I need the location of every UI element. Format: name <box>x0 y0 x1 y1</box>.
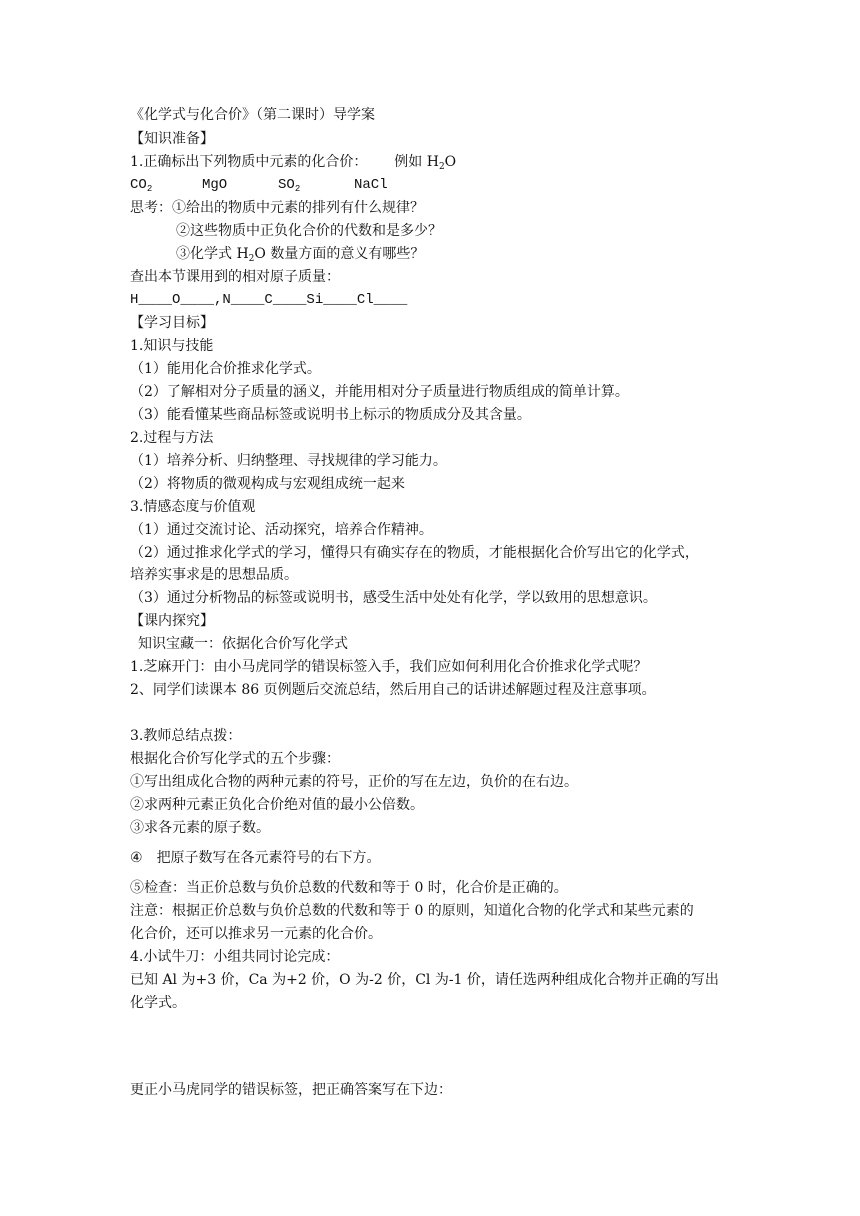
section-header-explore: 【课内探究】 <box>130 613 214 629</box>
section-header-prep: 【知识准备】 <box>130 131 214 147</box>
goal-section-1: 1.知识与技能 <box>130 338 214 354</box>
explore-item-2: 2、同学们读课本 86 页例题后交流总结，然后用自己的话讲述解题过程及注意事项。 <box>130 682 656 698</box>
example-formula: 例如 $H_2O$ <box>394 154 457 172</box>
question-1-text: 1.正确标出下列物质中元素的化合价： <box>130 154 368 170</box>
exercise-line: 已知 Al 为+3 价，Ca 为+2 价，O 为-2 价，Cl 为-1 价，请任选两种组成化合物并正确的写出 <box>130 972 719 988</box>
formula-mgo: MgO <box>202 177 228 193</box>
lookup-line: 查出本节课用到的相对原子质量： <box>130 269 340 285</box>
goal-item: （2）了解相对分子质量的涵义，并能用相对分子质量进行物质组成的简单计算。 <box>130 384 629 400</box>
exercise-line-continued: 化学式。 <box>130 995 186 1011</box>
goal-item: （1）能用化合价推求化学式。 <box>130 361 321 377</box>
goal-item: （1）培养分析、归纳整理、寻找规律的学习能力。 <box>130 453 447 469</box>
document-title: 《化学式与化合价》（第二课时）导学案 <box>130 107 375 123</box>
atomic-mass-blanks: H____O____,N____C____Si____Cl____ <box>130 292 408 308</box>
step-4: ④ 把原子数写在各元素符号的右下方。 <box>130 850 381 866</box>
formula-co2: $CO_2$ <box>130 177 153 194</box>
explore-item-4: 4.小试牛刀：小组共同讨论完成： <box>130 949 340 965</box>
note-line-continued: 化合价，还可以推求另一元素的化合价。 <box>130 926 382 942</box>
step-3: ③求各元素的原子数。 <box>130 820 270 836</box>
goal-item-continued: 培养实事求是的思想品质。 <box>130 567 298 583</box>
steps-intro: 根据化合价写化学式的五个步骤： <box>130 751 340 767</box>
goal-section-3: 3.情感态度与价值观 <box>130 499 256 515</box>
explore-item-3: 3.教师总结点拨： <box>130 728 242 744</box>
goal-section-2: 2.过程与方法 <box>130 430 214 446</box>
goal-item: （3）能看懂某些商品标签或说明书上标示的物质成分及其含量。 <box>130 407 531 423</box>
step-5: ⑤检查：当正价总数与负价总数的代数和等于 0 时，化合价是正确的。 <box>130 880 568 896</box>
step-2: ②求两种元素正负化合价绝对值的最小公倍数。 <box>130 797 424 813</box>
think-2: ②这些物质中正负化合价的代数和是多少？ <box>176 223 442 239</box>
goal-item: （2）将物质的微观构成与宏观组成统一起来 <box>130 476 405 492</box>
explore-item-1: 1.芝麻开门：由小马虎同学的错误标签入手，我们应如何利用化合价推求化学式呢？ <box>130 659 648 675</box>
section-header-goals: 【学习目标】 <box>130 315 214 331</box>
treasure-heading: 知识宝藏一：依据化合价写化学式 <box>138 636 348 652</box>
note-line: 注意：根据正价总数与负价总数的代数和等于 0 的原则，知道化合物的化学式和某些元素的 <box>130 903 694 919</box>
think-1: 思考：①给出的物质中元素的排列有什么规律？ <box>130 200 424 216</box>
goal-item: （2）通过推求化学式的学习，懂得只有确实存在的物质，才能根据化合价写出它的化学式， <box>130 545 699 561</box>
think-3: ③化学式 $H_2O$ 数量方面的意义有哪些？ <box>176 246 425 264</box>
goal-item: （1）通过交流讨论、活动探究，培养合作精神。 <box>130 522 433 538</box>
goal-item: （3）通过分析物品的标签或说明书，感受生活中处处有化学，学以致用的思想意识。 <box>130 590 657 606</box>
step-1: ①写出组成化合物的两种元素的符号，正价的写在左边，负价的在右边。 <box>130 774 578 790</box>
question-1 <box>130 153 456 176</box>
formula-so2: $SO_2$ <box>278 177 301 194</box>
correction-prompt: 更正小马虎同学的错误标签，把正确答案写在下边： <box>130 1082 452 1098</box>
formula-nacl: NaCl <box>354 177 388 193</box>
